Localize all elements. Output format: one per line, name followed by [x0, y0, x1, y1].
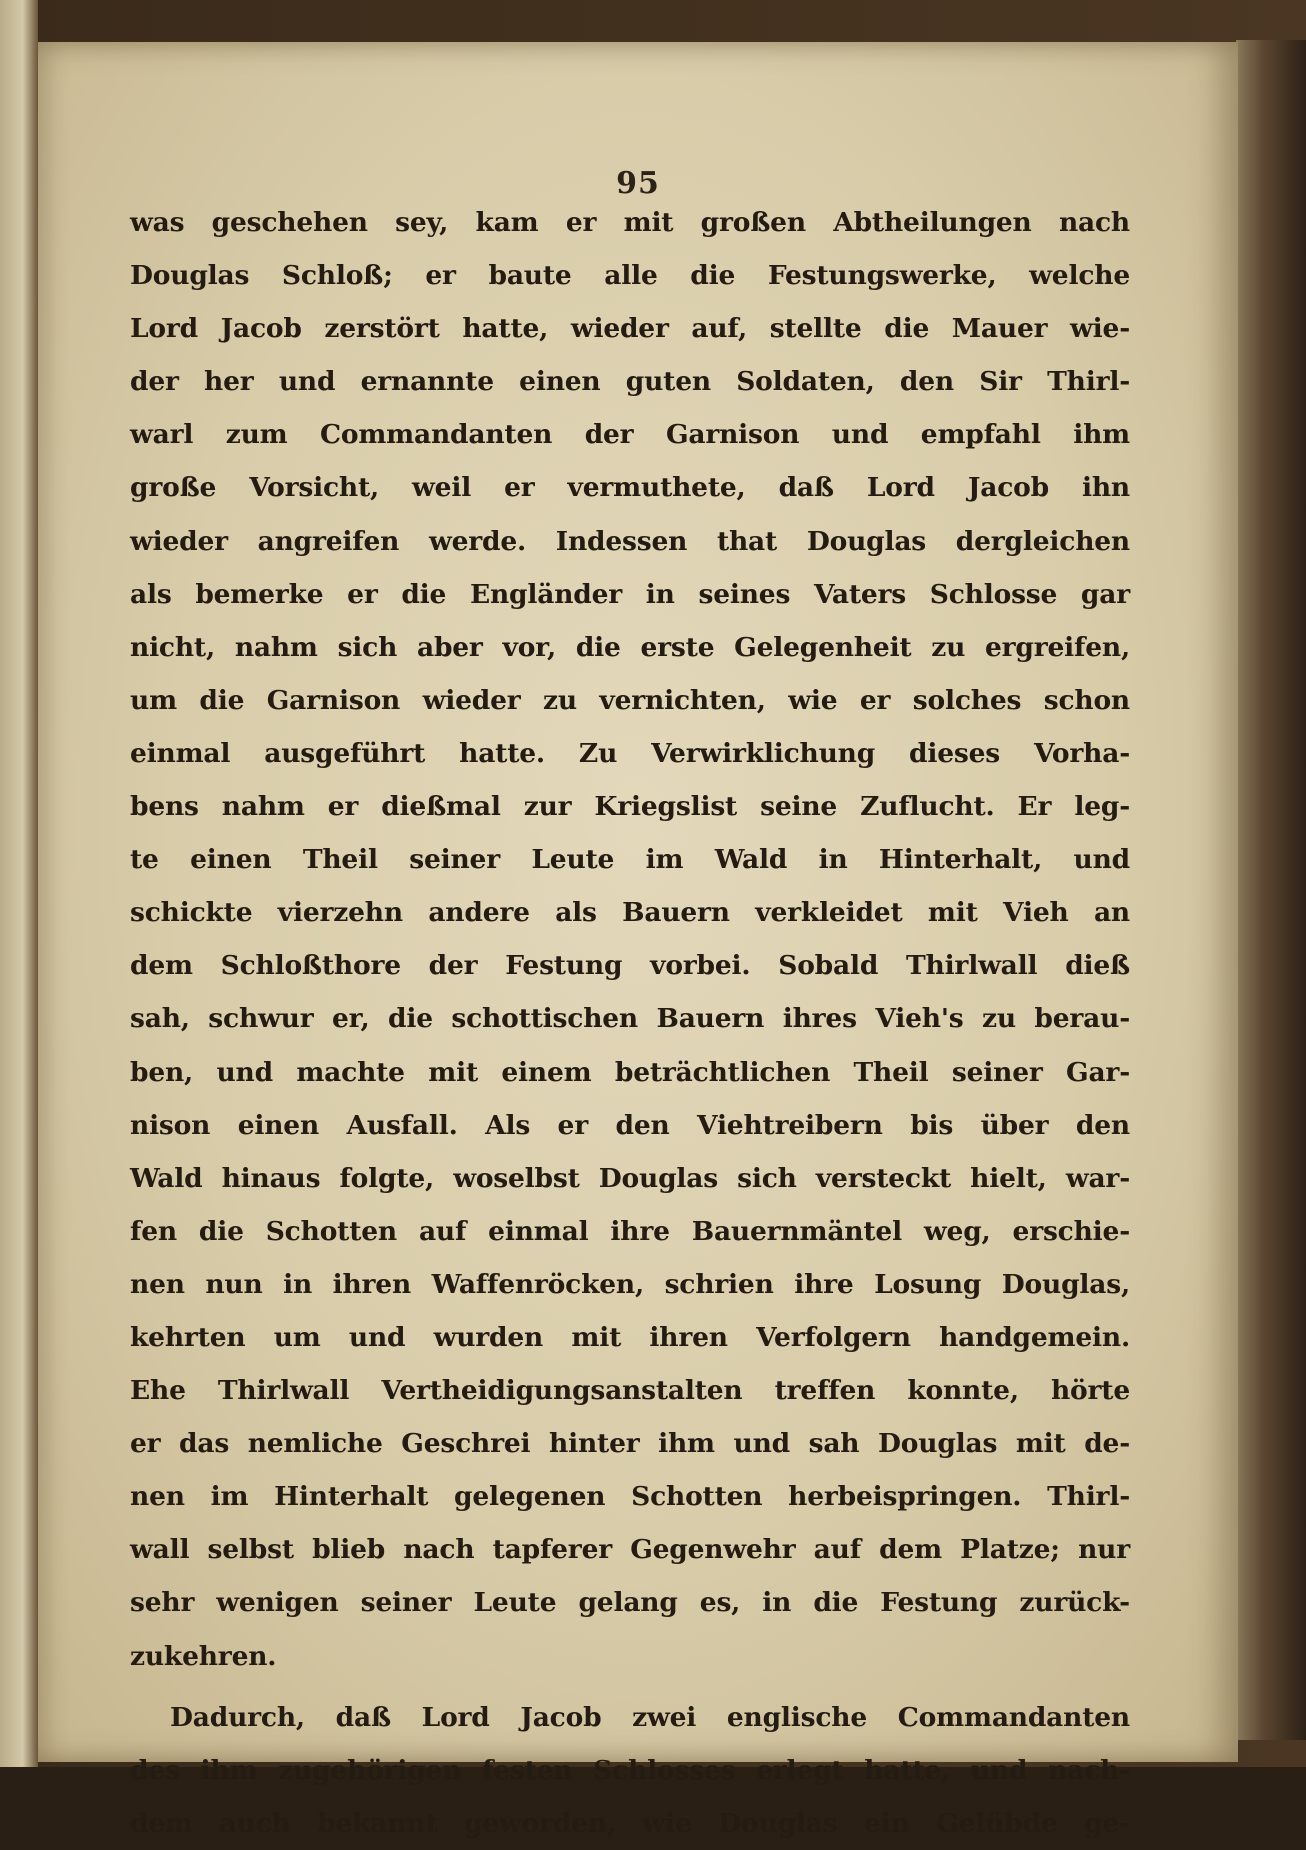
text-line: große Vorsicht, weil er vermuthete, daß Lord Jacob ihn [130, 472, 1130, 504]
text-line: er das nemliche Geschrei hinter ihm und sah Douglas mit de- [130, 1428, 1130, 1460]
text-line: Lord Jacob zerstört hatte, wieder auf, stellte die Mauer wie- [130, 313, 1130, 345]
text-line: was geschehen sey, kam er mit großen Abtheilungen nach [130, 207, 1130, 238]
text-line: der her und ernannte einen guten Soldaten, den Sir Thirl- [130, 366, 1130, 398]
book-page [38, 42, 1238, 1839]
text-line: Dadurch, daß Lord Jacob zwei englische Commandanten [170, 1701, 1130, 1733]
text-line: des ihm zugehörigen festen Schlosses erlegt hatte, und nach- [130, 1754, 1130, 1786]
previous-page-edge [0, 0, 38, 1767]
paragraph-1 [130, 196, 1130, 1683]
text-line: dem auch bekannt geworden, wie Douglas ein Gelübde ge- [130, 1807, 1130, 1839]
text-line: fen die Schotten auf einmal ihre Bauernmäntel weg, erschie- [130, 1215, 1130, 1247]
text-line: wall selbst blieb nach tapferer Gegenwehr auf dem Platze; nur [130, 1534, 1130, 1566]
text-line: ben, und machte mit einem beträchtlichen Theil seiner Gar- [130, 1056, 1130, 1088]
text-line: nison einen Ausfall. Als er den Viehtreibern bis über den [130, 1109, 1130, 1141]
paragraph-2 [130, 1691, 1130, 1850]
text-line: nicht, nahm sich aber vor, die erste Gelegenheit zu ergreifen, [130, 631, 1130, 663]
text-line: als bemerke er die Engländer in seines Vaters Schlosse gar [130, 578, 1130, 610]
page-number: 95 [616, 166, 660, 201]
text-line: zukehren. [130, 1640, 277, 1672]
text-line: schickte vierzehn andere als Bauern verkleidet mit Vieh an [130, 897, 1130, 929]
text-line: Ehe Thirlwall Vertheidigungsanstalten treffen konnte, hörte [130, 1375, 1130, 1407]
text-line: dem Schloßthore der Festung vorbei. Sobald Thirlwall dieß [130, 950, 1130, 982]
text-line: Douglas Schloß; er baute alle die Festungswerke, welche [130, 260, 1130, 292]
text-line: te einen Theil seiner Leute im Wald in Hinterhalt, und [130, 844, 1130, 876]
book-page-edges [1236, 40, 1306, 1740]
text-line: sehr wenigen seiner Leute gelang es, in die Festung zurück- [130, 1587, 1130, 1619]
text-line: um die Garnison wieder zu vernichten, wie er solches schon [130, 684, 1130, 716]
text-line: bens nahm er dießmal zur Kriegslist seine Zuflucht. Er leg- [130, 791, 1130, 823]
text-line: warl zum Commandanten der Garnison und empfahl ihm [130, 419, 1130, 451]
text-line: nen im Hinterhalt gelegenen Schotten herbeispringen. Thirl- [130, 1481, 1130, 1513]
text-line: kehrten um und wurden mit ihren Verfolgern handgemein. [130, 1321, 1130, 1353]
text-line: Wald hinaus folgte, woselbst Douglas sich versteckt hielt, war- [130, 1162, 1130, 1194]
text-line: nen nun in ihren Waffenröcken, schrien ihre Losung Douglas, [130, 1268, 1130, 1300]
text-line: wieder angreifen werde. Indessen that Douglas dergleichen [130, 525, 1130, 557]
paragraph-gap [130, 1683, 1130, 1691]
text-line: sah, schwur er, die schottischen Bauern ihres Vieh's zu berau- [130, 1003, 1130, 1035]
text-line: einmal ausgeführt hatte. Zu Verwirklichung dieses Vorha- [130, 737, 1130, 769]
body-text [130, 196, 1130, 1850]
